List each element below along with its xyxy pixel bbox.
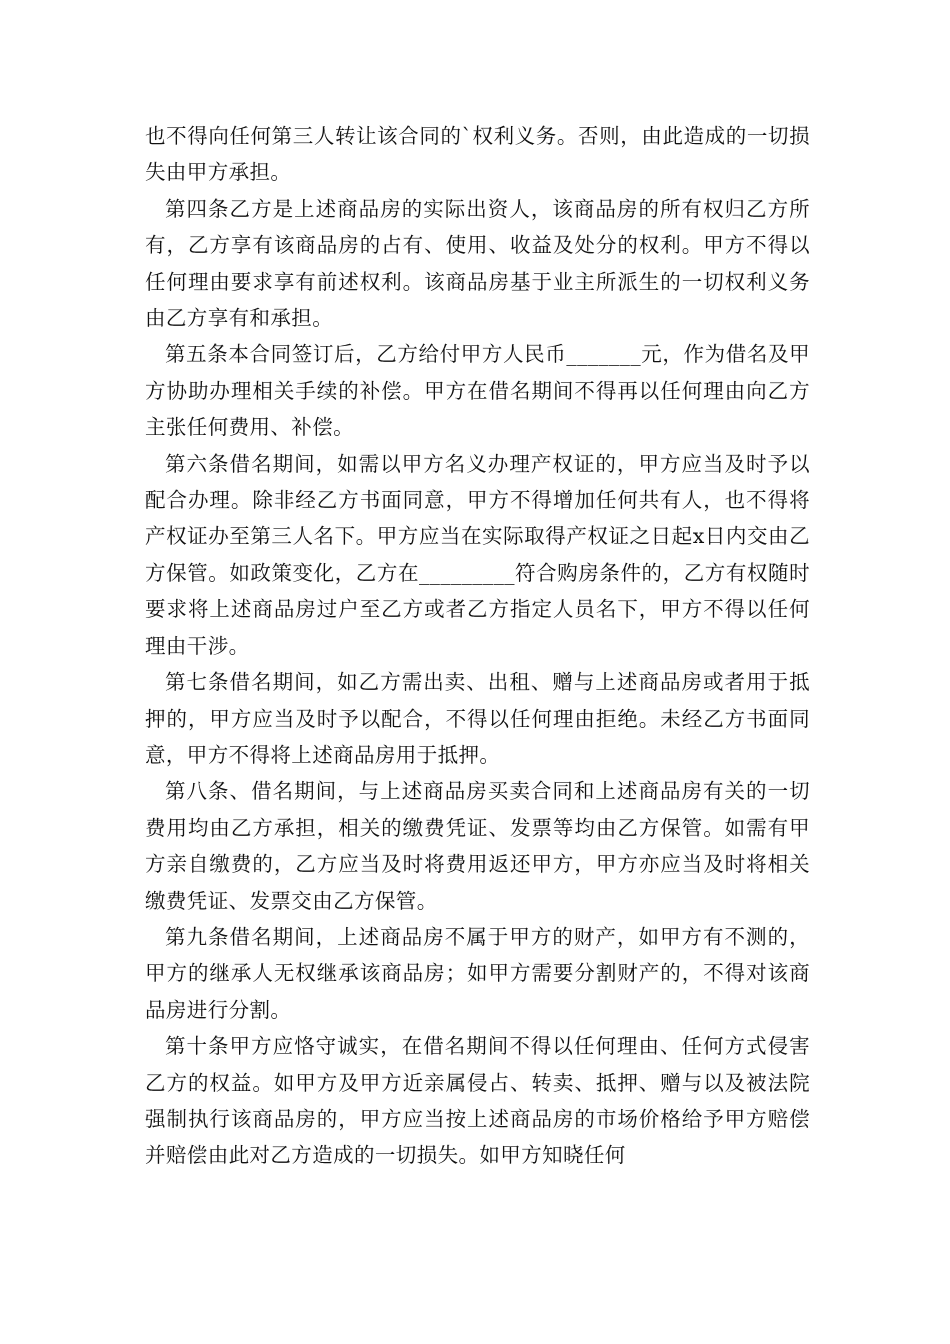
- paragraph-continuation: 也不得向任何第三人转让该合同的`权利义务。否则，由此造成的一切损失由甲方承担。: [145, 124, 810, 185]
- paragraph-article-4: 第四条乙方是上述商品房的实际出资人，该商品房的所有权归乙方所有，乙方享有该商品房的占有、使用、收益及处分的权利。甲方不得以任何理由要求享有前述权利。该商品房基于业主所派生的一切权利义务由乙方享有和承担。: [145, 196, 810, 331]
- paragraph-article-6: 第六条借名期间，如需以甲方名义办理产权证的，甲方应当及时予以配合办理。除非经乙方书面同意，甲方不得增加任何共有人，也不得将产权证办至第三人名下。甲方应当在实际取得产权证之日起x日内交由乙方保管。如政策变化，乙方在_________符合购房条件的，乙方有权随时要求将上述商品房过户至乙方或者乙方指定人员名下，甲方不得以任何理由干涉。: [145, 451, 810, 658]
- paragraph-article-10: 第十条甲方应恪守诚实，在借名期间不得以任何理由、任何方式侵害乙方的权益。如甲方及甲方近亲属侵占、转卖、抵押、赠与以及被法院强制执行该商品房的，甲方应当按上述商品房的市场价格给予甲方赔偿并赔偿由此对乙方造成的一切损失。如甲方知晓任何: [145, 1034, 810, 1168]
- paragraph-article-8: 第八条、借名期间，与上述商品房买卖合同和上述商品房有关的一切费用均由乙方承担，相关的缴费凭证、发票等均由乙方保管。如需有甲方亲自缴费的，乙方应当及时将费用返还甲方，甲方亦应当及时将相关缴费凭证、发票交由乙方保管。: [145, 779, 810, 913]
- paragraph-article-7: 第七条借名期间，如乙方需出卖、出租、赠与上述商品房或者用于抵押的，甲方应当及时予以配合，不得以任何理由拒绝。未经乙方书面同意，甲方不得将上述商品房用于抵押。: [145, 670, 810, 767]
- document-body: [145, 118, 810, 1174]
- paragraph-article-9: 第九条借名期间，上述商品房不属于甲方的财产，如甲方有不测的，甲方的继承人无权继承该商品房；如甲方需要分割财产的，不得对该商品房进行分割。: [145, 924, 810, 1022]
- paragraph-article-5: 第五条本合同签订后，乙方给付甲方人民币_______元，作为借名及甲方协助办理相关手续的补偿。甲方在借名期间不得再以任何理由向乙方主张任何费用、补偿。: [145, 342, 810, 440]
